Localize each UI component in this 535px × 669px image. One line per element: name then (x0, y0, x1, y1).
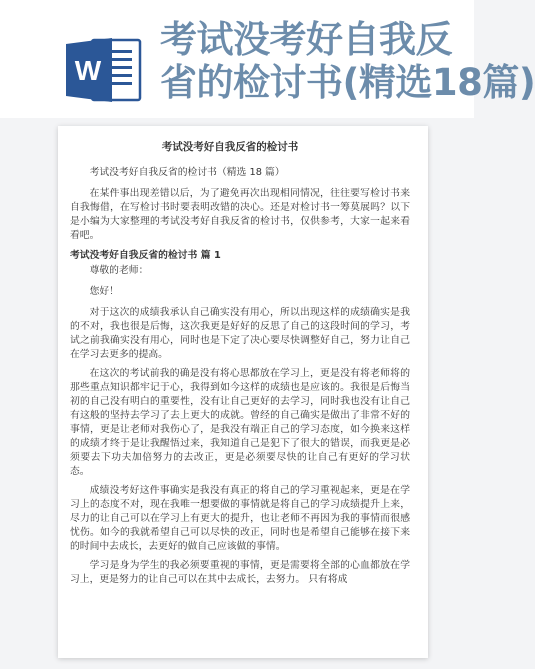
word-icon-letter: W (74, 55, 102, 86)
document-body (70, 140, 410, 592)
intro-title: 考试没考好自我反省的检讨书（精选 18 篇） (89, 167, 285, 178)
banner-title (160, 18, 535, 104)
intro-paragraph: 在某件事出现差错以后，为了避免再次出现相同情况，往往要写检讨书来自我悔借，在写检讨书时要表明改错的决心。还是对检讨书一筹莫展吗？以下是小编为大家整理的考试没考好自我反省的检讨书，仅供参考，大家一起来看看吧。 (70, 188, 410, 241)
banner (0, 0, 535, 118)
body-paragraph: 学习是身为学生的我必须要重视的事情，更是需要将全部的心血都放在学习上，更是努力的让自己可以在其中去成长，去努力。 只有将成 (70, 560, 410, 585)
body-paragraph: 对于这次的成绩我承认自己确实没有用心，所以出现这样的成绩确实是我的不对，我也很是后悔，这次我更是好好的反思了自己的这段时间的学习，考试之前我确实没有用心，同时也是下定了决心要尽快调整好自己，努力让自己在学习去更多的提高。 (70, 307, 410, 360)
body-paragraph: 在这次的考试前我的确是没有将心思都放在学习上，更是没有将老师将的那些重点知识都牢记于心，我得到如今这样的成绩也是应该的。我很是后悔当初的自己没有明白的重要性，没有让自己更好的去学习，同时我也没有让自己有这般的坚持去学习了去上更大的成就。曾经的自己确实是做出了非常不好的事情，更是让老师对我伤心了，是我没有端正自己的学习态度，如今换来这样的成绩才终于是让我醒悟过来，我知道自己是犯下了很大的错误，而我更是必须要去下功夫加倍努力的去改正，更是必须要尽快的让自己有更好的学习状态。 (70, 368, 410, 477)
body-paragraph: 成绩没考好这件事确实是我没有真正的将自己的学习重视起来，更是在学习上的态度不对，现在我唯一想要做的事情就是将自己的学习成绩提升上来，尽力的让自己可以在学习上有更大的提升，也让老师不再因为我的事情而很感忧伤。如今的我就希望自己可以尽快的改正，同时也是希望自己能够在接下来的时间中去成长，去更好的做自己应该做的事情。 (70, 485, 410, 552)
banner-title-line-2: 省的检讨书(精选18篇) (160, 61, 535, 104)
greeting: 您好！ (89, 286, 119, 297)
section-heading: 考试没考好自我反省的检讨书 篇 1 (70, 250, 221, 261)
salutation: 尊敬的老师： (89, 265, 149, 276)
word-document-icon (66, 36, 144, 104)
document-title: 考试没考好自我反省的检讨书 (161, 141, 299, 153)
banner-title-line-1: 考试没考好自我反 (160, 18, 452, 61)
